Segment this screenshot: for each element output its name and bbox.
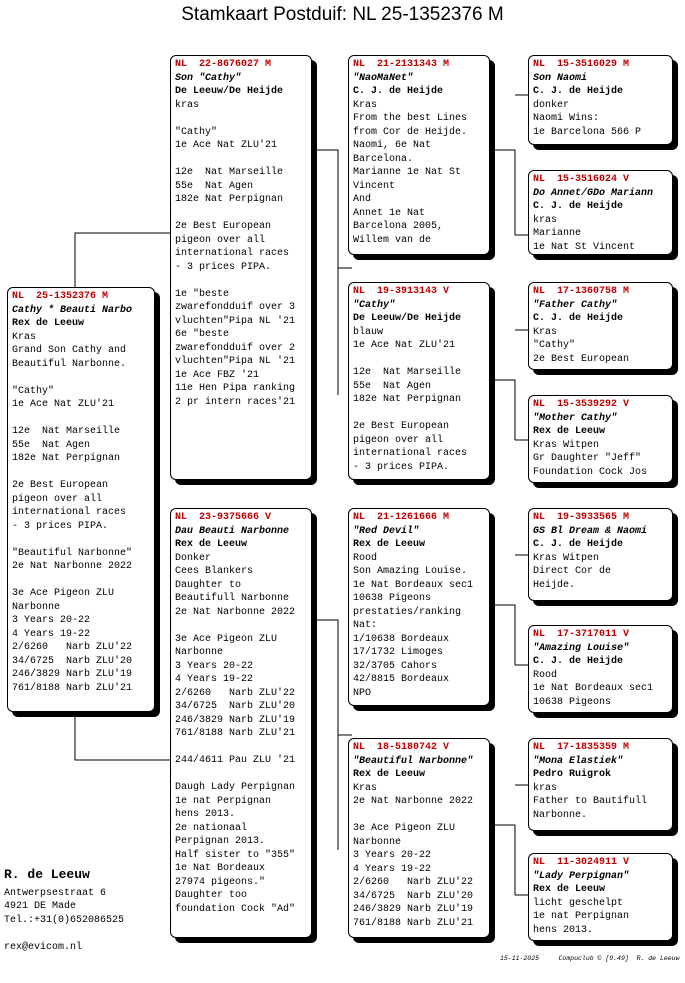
- detail-line: 1e "beste: [175, 288, 230, 300]
- pigeon-details: [353, 326, 485, 475]
- detail-line: hens 2013.: [175, 809, 236, 820]
- ring-number: NL 11-3024911 V: [533, 857, 630, 868]
- detail-line: Direct Cor de: [533, 566, 612, 577]
- pigeon-name: "Cathy": [353, 299, 396, 311]
- detail-line: 10638 Pigeons: [353, 593, 432, 604]
- detail-line: [175, 153, 307, 167]
- detail-line: [175, 274, 307, 288]
- detail-line: - 3 prices PIPA.: [175, 261, 272, 273]
- detail-line: 3 Years 20-22: [12, 615, 91, 626]
- owner-name: R. de Leeuw: [4, 867, 90, 882]
- detail-line: 6e "beste: [175, 329, 230, 340]
- detail-line: "Beautiful Narbonne": [12, 547, 133, 559]
- pigeon-name: Do Annet/GDo Mariann: [533, 187, 654, 199]
- pigeon-details: [353, 782, 485, 931]
- detail-line: Kras Witpen: [533, 439, 600, 451]
- pigeon-name: Son Naomi: [533, 72, 588, 84]
- ring-number: NL 15-3539292 V: [533, 399, 630, 410]
- detail-line: international races: [353, 448, 468, 459]
- owner-email: rex@evicom.nl: [4, 942, 83, 953]
- detail-line: Rood: [353, 552, 378, 564]
- breeder-name: C. J. de Heijde: [533, 539, 624, 550]
- detail-line: [353, 407, 485, 421]
- detail-line: 761/8188 Narb ZLU'21: [12, 682, 133, 694]
- ring-number: NL 17-3717011 V: [533, 629, 630, 640]
- pigeon-details: [175, 552, 307, 917]
- pigeon-name: GS Bl Dream & Naomi: [533, 525, 648, 537]
- pigeon-details: [353, 552, 485, 701]
- detail-line: Perpignan 2013.: [175, 836, 266, 847]
- pigeon-name: "Mother Cathy": [533, 412, 618, 424]
- detail-line: [12, 371, 150, 385]
- detail-line: Narbonne: [175, 647, 224, 658]
- pigeon-name: Cathy * Beauti Narbo: [12, 304, 133, 316]
- breeder-name: Rex de Leeuw: [353, 539, 426, 550]
- pigeon-name: "Red Devil": [353, 525, 420, 537]
- detail-line: Barcelona 2005,: [353, 221, 444, 232]
- detail-line: 3e Ace Pigeon ZLU: [353, 823, 456, 834]
- detail-line: prestaties/ranking: [353, 606, 462, 618]
- detail-line: Narbonne: [353, 836, 402, 848]
- detail-line: Kras: [533, 326, 558, 338]
- detail-line: 1e Ace FBZ '21: [175, 369, 260, 381]
- pedigree-card-mother[interactable]: [170, 508, 312, 938]
- detail-line: 1e Nat Bordeaux sec1: [533, 683, 654, 694]
- detail-line: international races: [175, 248, 290, 259]
- detail-line: Marianne 1e Nat St: [353, 167, 462, 178]
- pigeon-name: Son "Cathy": [175, 72, 242, 84]
- detail-line: Marianne: [533, 228, 582, 239]
- detail-line: 2e nationaal: [175, 822, 248, 834]
- detail-line: Grand Son Cathy and: [12, 345, 127, 356]
- breeder-name: Rex de Leeuw: [533, 884, 606, 895]
- detail-line: Son Amazing Louise.: [353, 566, 468, 577]
- detail-line: 12e Nat Marseille: [353, 367, 462, 378]
- breeder-name: C. J. de Heijde: [533, 656, 624, 667]
- pigeon-details: [533, 214, 668, 255]
- detail-line: Daughter to: [175, 579, 242, 591]
- ring-number: NL 17-1360758 M: [533, 286, 630, 297]
- pigeon-details: [353, 99, 485, 248]
- pedigree-card-mff[interactable]: [528, 508, 673, 601]
- detail-line: 1e Nat Bordeaux sec1: [353, 579, 474, 591]
- detail-line: Cees Blankers: [175, 566, 254, 577]
- detail-line: Nat:: [353, 620, 378, 631]
- detail-line: 2e Nat Narbonne 2022: [175, 606, 296, 618]
- detail-line: NPO: [353, 687, 372, 699]
- detail-line: 55e Nat Agen: [12, 439, 91, 451]
- detail-line: 1e Nat Bordeaux: [175, 863, 266, 874]
- ring-number: NL 21-2131343 M: [353, 59, 450, 70]
- detail-line: 10638 Pigeons: [533, 696, 612, 708]
- detail-line: Beautifull Narbonne: [175, 593, 290, 604]
- breeder-name: Rex de Leeuw: [353, 769, 426, 780]
- detail-line: vluchten"Pipa NL '21: [175, 356, 296, 367]
- detail-line: [175, 768, 307, 782]
- detail-line: Donker: [175, 552, 212, 564]
- detail-line: 4 Years 19-22: [175, 674, 254, 685]
- owner-address-city: 4921 DE Made: [4, 901, 77, 912]
- breeder-name: C. J. de Heijde: [353, 86, 444, 97]
- detail-line: Daugh Lady Perpignan: [175, 782, 296, 793]
- pigeon-name: "Mona Elastiek": [533, 755, 624, 767]
- detail-line: Half sister to "355": [175, 849, 296, 861]
- detail-line: 1e Nat St Vincent: [533, 241, 636, 253]
- footer-owner: R. de Leeuw: [636, 955, 680, 962]
- detail-line: [175, 741, 307, 755]
- owner-address-street: Antwerpsestraat 6: [4, 887, 107, 899]
- pedigree-card-fff[interactable]: [528, 55, 673, 145]
- detail-line: 1e Ace Nat ZLU'21: [12, 399, 115, 410]
- detail-line: pigeon over all: [12, 493, 103, 505]
- pedigree-card-mmm[interactable]: [528, 853, 673, 941]
- detail-line: Heijde.: [533, 579, 576, 591]
- pedigree-card-subject[interactable]: [7, 287, 155, 712]
- ring-number: NL 21-1261666 M: [353, 512, 450, 523]
- ring-number: NL 17-1835359 M: [533, 742, 630, 753]
- detail-line: 761/8188 Narb ZLU'21: [353, 917, 474, 929]
- detail-line: 1e Ace Nat ZLU'21: [175, 140, 278, 151]
- detail-line: Rood: [533, 669, 558, 681]
- detail-line: 246/3829 Narb ZLU'19: [353, 904, 474, 915]
- detail-line: 4 Years 19-22: [12, 628, 91, 640]
- owner-phone: Tel.:+31(0)652086525: [4, 914, 125, 926]
- pedigree-card-mother-mother[interactable]: [348, 738, 490, 938]
- detail-line: [353, 809, 485, 823]
- detail-line: 182e Nat Perpignan: [12, 453, 121, 464]
- detail-line: vluchten"Pipa NL '21: [175, 315, 296, 327]
- detail-line: 2e Best European: [175, 221, 272, 232]
- detail-line: Naomi Wins:: [533, 113, 600, 124]
- detail-line: 244/4611 Pau ZLU '21: [175, 755, 296, 766]
- pigeon-details: [533, 326, 668, 367]
- pedigree-card-fmm[interactable]: [528, 395, 673, 483]
- pigeon-name: "Father Cathy": [533, 299, 618, 311]
- detail-line: Beautiful Narbonne.: [12, 358, 127, 370]
- detail-line: foundation Cock "Ad": [175, 903, 296, 915]
- detail-line: 1e nat Perpignan: [533, 911, 630, 922]
- ring-number: NL 15-3516029 M: [533, 59, 630, 70]
- detail-line: "Cathy": [533, 340, 576, 351]
- detail-line: 34/6725 Narb ZLU'20: [12, 655, 133, 667]
- pedigree-card-mfm[interactable]: [528, 625, 673, 713]
- detail-line: 2e Nat Narbonne 2022: [12, 561, 133, 572]
- detail-line: "Cathy": [12, 385, 55, 397]
- detail-line: Barcelona.: [353, 153, 414, 165]
- ring-number: NL 19-3933565 M: [533, 512, 630, 523]
- detail-line: 2 pr intern races'21: [175, 396, 296, 408]
- detail-line: Gr Daughter "Jeff": [533, 453, 642, 464]
- detail-line: 2/6260 Narb ZLU'22: [175, 687, 296, 699]
- detail-line: licht geschelpt: [533, 897, 624, 909]
- breeder-name: De Leeuw/De Heijde: [353, 313, 462, 324]
- pedigree-card-mmf[interactable]: [528, 738, 673, 831]
- detail-line: [12, 574, 150, 588]
- pigeon-name: "NaoMaNet": [353, 72, 414, 84]
- detail-line: 3e Ace Pigeon ZLU: [12, 588, 115, 599]
- detail-line: Kras: [353, 99, 378, 111]
- pigeon-name: "Amazing Louise": [533, 642, 630, 654]
- detail-line: 2/6260 Narb ZLU'22: [12, 642, 133, 653]
- detail-line: Kras: [12, 331, 37, 343]
- detail-line: 55e Nat Agen: [175, 180, 254, 192]
- detail-line: 182e Nat Perpignan: [353, 394, 462, 405]
- pigeon-name: Dau Beauti Narbonne: [175, 525, 290, 537]
- detail-line: [175, 112, 307, 126]
- detail-line: - 3 prices PIPA.: [353, 461, 450, 473]
- detail-line: Vincent: [353, 180, 396, 192]
- detail-line: Father to Bautifull: [533, 796, 648, 807]
- detail-line: 761/8188 Narb ZLU'21: [175, 728, 296, 739]
- breeder-name: De Leeuw/De Heijde: [175, 86, 284, 97]
- detail-line: international races: [12, 507, 127, 518]
- detail-line: 1e Ace Nat ZLU'21: [353, 340, 456, 351]
- detail-line: pigeon over all: [353, 434, 444, 446]
- page-title: Stamkaart Postduif: NL 25-1352376 M: [181, 4, 504, 25]
- detail-line: 11e Hen Pipa ranking: [175, 383, 296, 394]
- detail-line: 3e Ace Pigeon ZLU: [175, 633, 278, 645]
- pedigree-card-ffm[interactable]: [528, 170, 673, 255]
- pigeon-name: "Beautiful Narbonne": [353, 755, 474, 767]
- detail-line: kras: [533, 782, 558, 794]
- detail-line: 4 Years 19-22: [353, 863, 432, 875]
- footer: [500, 955, 679, 962]
- detail-line: Foundation Cock Jos: [533, 466, 648, 478]
- breeder-name: C. J. de Heijde: [533, 313, 624, 324]
- pigeon-details: [175, 99, 307, 410]
- pigeon-details: [533, 897, 668, 938]
- detail-line: Kras: [353, 782, 378, 794]
- detail-line: And: [353, 194, 372, 205]
- detail-line: 246/3829 Narb ZLU'19: [12, 669, 133, 680]
- pedigree-card-father-father[interactable]: [348, 55, 490, 255]
- breeder-name: Rex de Leeuw: [533, 426, 606, 437]
- detail-line: 34/6725 Narb ZLU'20: [353, 890, 474, 902]
- footer-date: 15-11-2025: [500, 955, 540, 962]
- pigeon-details: [533, 669, 668, 710]
- detail-line: Daughter too: [175, 890, 248, 901]
- ring-number: NL 23-9375666 V: [175, 512, 272, 523]
- detail-line: 2e Nat Narbonne 2022: [353, 796, 474, 807]
- detail-line: from Cor de Heijde.: [353, 126, 468, 138]
- pedigree-card-father[interactable]: [170, 55, 312, 480]
- breeder-name: Rex de Leeuw: [175, 539, 248, 550]
- detail-line: Willem van de: [353, 234, 432, 246]
- detail-line: 1e Barcelona 566 P: [533, 126, 642, 138]
- detail-line: 2e Best European: [12, 480, 109, 491]
- pigeon-details: [533, 439, 668, 480]
- detail-line: 12e Nat Marseille: [175, 167, 284, 178]
- detail-line: 32/3705 Cahors: [353, 660, 438, 672]
- detail-line: From the best Lines: [353, 113, 468, 124]
- detail-line: 2e Best European: [533, 353, 630, 365]
- detail-line: [353, 353, 485, 367]
- detail-line: 42/8815 Bordeaux: [353, 674, 450, 685]
- detail-line: 17/1732 Limoges: [353, 647, 444, 658]
- detail-line: Narbonne: [12, 601, 61, 613]
- detail-line: hens 2013.: [533, 924, 594, 936]
- detail-line: [175, 207, 307, 221]
- detail-line: 2e Best European: [353, 421, 450, 432]
- detail-line: zwarefondduif over 2: [175, 342, 296, 354]
- detail-line: zwarefondduif over 3: [175, 302, 296, 313]
- ring-number: NL 19-3913143 V: [353, 286, 450, 297]
- detail-line: kras: [533, 214, 558, 226]
- detail-line: [175, 619, 307, 633]
- ring-number: NL 22-8676027 M: [175, 59, 272, 70]
- detail-line: 3 Years 20-22: [175, 660, 254, 672]
- detail-line: Annet 1e Nat: [353, 207, 426, 219]
- pigeon-details: [533, 782, 668, 823]
- pedigree-card-mother-father[interactable]: [348, 508, 490, 706]
- pedigree-card-fmf[interactable]: [528, 282, 673, 370]
- pigeon-details: [12, 331, 150, 696]
- ring-number: NL 18-5180742 V: [353, 742, 450, 753]
- detail-line: Naomi, 6e Nat: [353, 140, 432, 151]
- detail-line: 1/10638 Bordeaux: [353, 633, 450, 645]
- pigeon-details: [533, 99, 668, 140]
- owner-info: [4, 868, 124, 955]
- detail-line: donker: [533, 99, 570, 111]
- pedigree-card-father-mother[interactable]: [348, 282, 490, 480]
- detail-line: [12, 412, 150, 426]
- breeder-name: Rex de Leeuw: [12, 318, 85, 329]
- detail-line: pigeon over all: [175, 234, 266, 246]
- detail-line: 27974 pigeons.": [175, 876, 266, 888]
- detail-line: "Cathy": [175, 126, 218, 138]
- detail-line: blauw: [353, 326, 384, 338]
- detail-line: - 3 prices PIPA.: [12, 520, 109, 532]
- detail-line: 182e Nat Perpignan: [175, 194, 284, 205]
- detail-line: 2/6260 Narb ZLU'22: [353, 877, 474, 888]
- detail-line: 12e Nat Marseille: [12, 426, 121, 437]
- footer-software: Compuclub © [9.49]: [558, 955, 629, 962]
- detail-line: 34/6725 Narb ZLU'20: [175, 701, 296, 712]
- pigeon-details: [533, 552, 668, 593]
- pigeon-name: "Lady Perpignan": [533, 870, 630, 882]
- breeder-name: C. J. de Heijde: [533, 86, 624, 97]
- ring-number: NL 15-3516024 V: [533, 174, 630, 185]
- breeder-name: C. J. de Heijde: [533, 201, 624, 212]
- detail-line: Kras Witpen: [533, 552, 600, 564]
- detail-line: 1e nat Perpignan: [175, 795, 272, 807]
- detail-line: kras: [175, 99, 200, 111]
- detail-line: [12, 533, 150, 547]
- ring-number: NL 25-1352376 M: [12, 291, 109, 302]
- breeder-name: Pedro Ruigrok: [533, 769, 612, 780]
- detail-line: 246/3829 Narb ZLU'19: [175, 714, 296, 726]
- detail-line: 3 Years 20-22: [353, 850, 432, 861]
- detail-line: [12, 466, 150, 480]
- detail-line: 55e Nat Agen: [353, 380, 432, 392]
- detail-line: Narbonne.: [533, 809, 588, 821]
